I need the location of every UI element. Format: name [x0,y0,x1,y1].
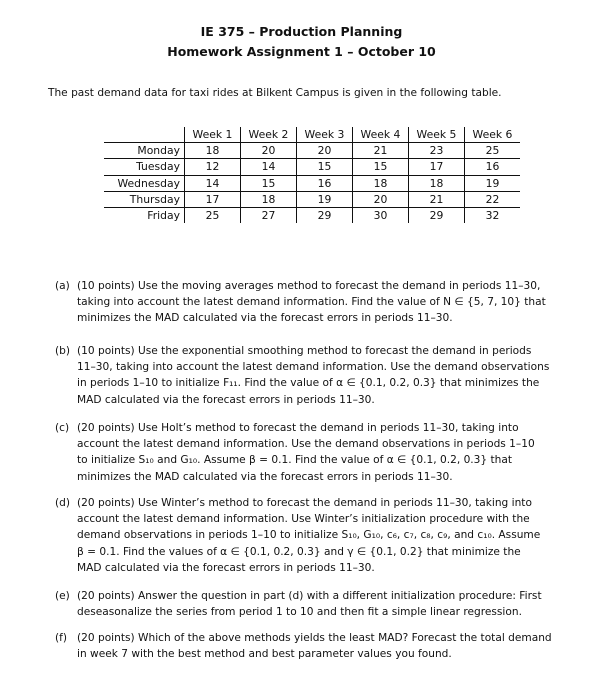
column-header: Week 1 [185,127,241,143]
table-cell: 18 [241,191,297,207]
table-cell: 22 [465,191,521,207]
table-cell: 18 [353,175,409,191]
question-text: (10 points) Use the exponential smoothing method to forecast the demand in periods 11–30, taking into account the latest demand information. Use the demand observations in periods 1–10 to initialize F₁₁. Find the value of α ∈ {0.1, 0.2, 0.3} that minimizes the MAD calculated via the forecast errors in periods 11–30. [77,345,550,406]
question-text: (20 points) Use Winter’s method to forecast the demand in periods 11–30, taking into account the latest demand information. Use Winter’s initialization procedure with the demand observations in periods 1–10 to initialize S₁₀, G₁₀, c₆, c₇, c₈, c₉, and c₁₀. Assume β = 0.1. Find the values of α ∈ {0.1, 0.2, 0.3} and γ ∈ {0.1, 0.2} that minimize the MAD calculated via the forecast errors in periods 11–30. [77,497,541,574]
question-text: (20 points) Which of the above methods yields the least MAD? Forecast the total demand in week 7 with the best method and best parameter values you found. [77,632,552,661]
question-label: (e) [55,590,70,602]
question-b [55,343,575,408]
corner-cell [104,127,185,143]
table-cell: 30 [353,207,409,223]
demand-table [104,127,520,223]
table-row [104,159,520,175]
question-f [55,630,575,662]
table-cell: 17 [185,191,241,207]
question-label: (c) [55,422,70,434]
table-cell: 15 [297,159,353,175]
question-text: (10 points) Use the moving averages method to forecast the demand in periods 11–30, taking into account the latest demand information. Find the value of N ∈ {5, 7, 10} that minimizes the MAD calculated via the forecast errors in periods 11–30. [77,280,546,325]
table-cell: 29 [297,207,353,223]
row-label: Thursday [104,191,185,207]
question-label: (f) [55,632,67,644]
row-label: Wednesday [104,175,185,191]
table-cell: 25 [185,207,241,223]
column-header: Week 3 [297,127,353,143]
table-cell: 23 [409,143,465,159]
table-row [104,191,520,207]
table-cell: 14 [241,159,297,175]
question-a [55,278,575,327]
table-cell: 20 [241,143,297,159]
intro-paragraph: The past demand data for taxi rides at Bilkent Campus is given in the following table. [48,87,502,99]
question-text: (20 points) Answer the question in part (d) with a different initialization procedure: First deseasonalize the series from period 1 to 10 and then fit a simple linear regression. [77,590,542,619]
table-cell: 32 [485,209,500,223]
table-cell: 21 [353,143,409,159]
row-label: Friday [104,207,185,223]
question-label: (a) [55,280,70,292]
question-label: (b) [55,345,70,357]
table-cell: 19 [465,175,521,191]
table-cell: 18 [409,175,465,191]
table-cell: 20 [353,191,409,207]
table-cell: 29 [409,207,465,223]
table-cell: 15 [241,175,297,191]
question-c [55,420,575,485]
question-label: (d) [55,497,70,509]
table-cell: 27 [241,207,297,223]
table-header-row [104,127,520,143]
table-cell: 25 [465,143,521,159]
column-header: Week 4 [353,127,409,143]
table-cell: 16 [465,159,521,175]
table-cell: 17 [409,159,465,175]
column-header: Week 2 [241,127,297,143]
page-title: IE 375 – Production Planning [200,24,403,39]
question-d [55,495,575,576]
table-cell: 20 [297,143,353,159]
question-e [55,588,575,620]
table-cell: 19 [297,191,353,207]
table-cell: 15 [353,159,409,175]
table-cell: 18 [185,143,241,159]
table-row [104,175,520,191]
question-text: (20 points) Use Holt’s method to forecast the demand in periods 11–30, taking into account the latest demand information. Use the demand observations in periods 1–10 to initialize S₁₀ and G₁₀. Assume β = 0.1. Find the value of α ∈ {0.1, 0.2, 0.3} that minimizes the MAD calculated via the forecast errors in periods 11–30. [77,422,535,483]
table-cell: 21 [409,191,465,207]
row-label: Tuesday [104,159,185,175]
table-cell: 12 [185,159,241,175]
page-subtitle: Homework Assignment 1 – October 10 [167,44,436,59]
table-cell: 14 [185,175,241,191]
column-header: Week 6 [465,127,521,143]
table-row [104,143,520,159]
table-row [104,207,520,223]
row-label: Monday [104,143,185,159]
column-header: Week 5 [409,127,465,143]
table-cell: 16 [297,175,353,191]
